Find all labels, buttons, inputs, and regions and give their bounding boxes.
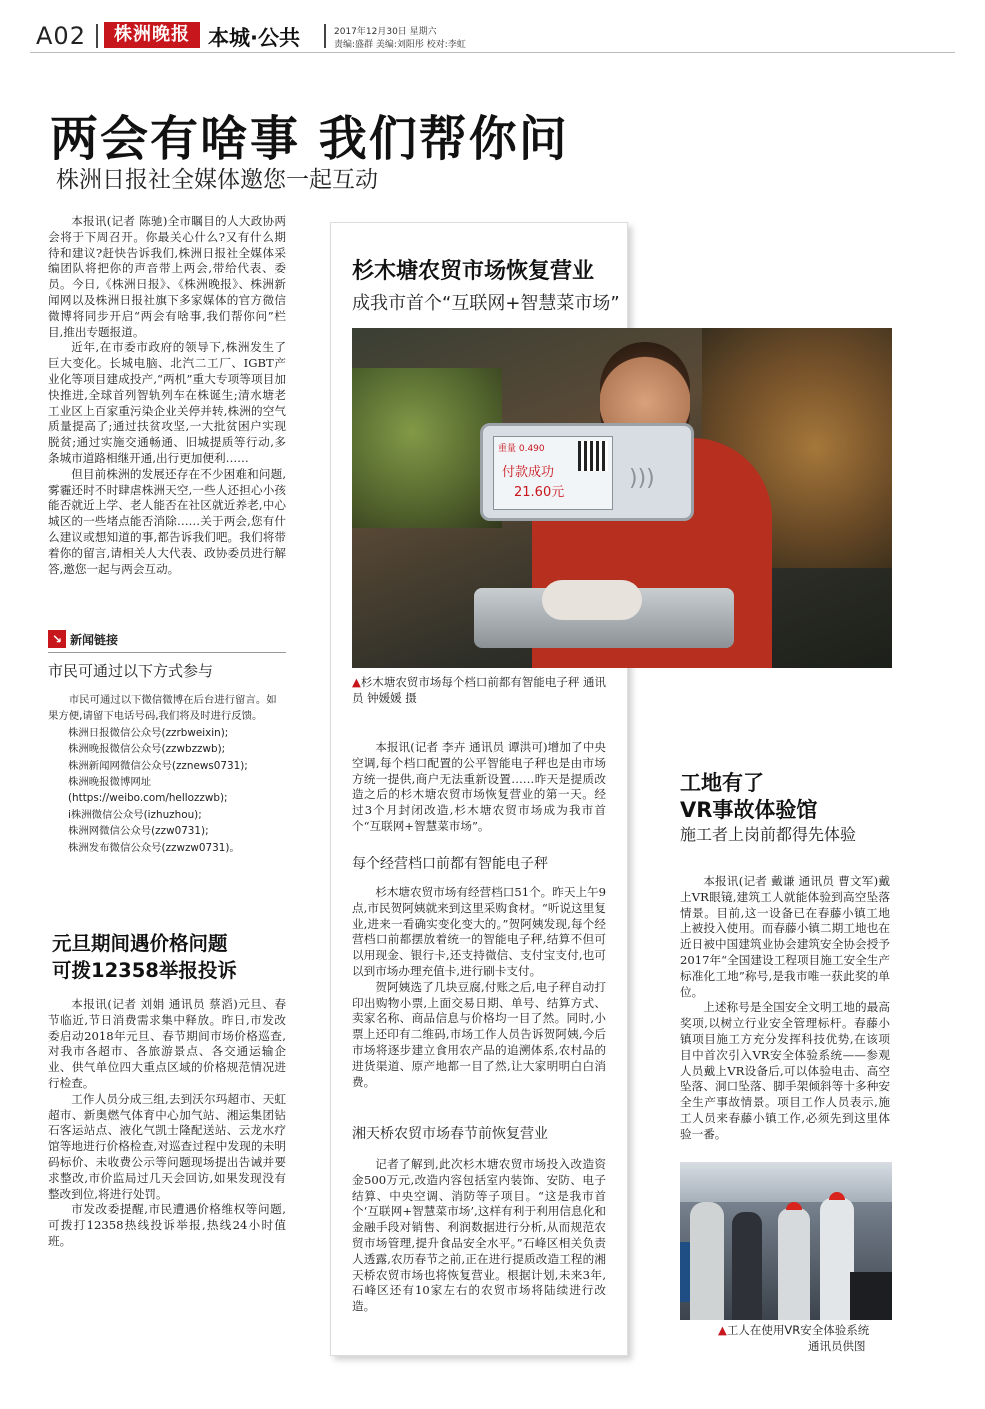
scale-screen [493,436,613,510]
worker-figure [778,1208,810,1320]
contact-item: i株洲微信公众号(izhuzhou); [68,808,202,821]
hard-hat-icon [786,1202,802,1210]
vr-headline-line1: 工地有了 [680,771,764,795]
market-story-headline: 杉木塘农贸市场恢复营业 [352,259,595,284]
market-photo-caption [352,674,612,706]
price-story-body [48,997,286,1250]
price-story-paragraph: 本报讯(记者 刘娟 通讯员 蔡滔)元旦、春节临近,节日消费需求集中释放。昨日,市发改委启动2018年元旦、春节期间市场价格巡查,对我市各超市、各旅游景点、各交通运输企业、供气单位四大重点区域的价格规范情况进行检查。 [48,997,286,1090]
scale-weight-readout: 重量 0.490 [498,444,545,454]
market-caption-text: 杉木塘农贸市场每个档口前都有智能电子秤 通讯员 钟媛媛 摄 [352,675,607,705]
qr-code-icon [578,441,608,471]
masthead-divider-2 [324,24,326,48]
smart-scale [480,423,694,521]
vr-story-headline [680,770,817,824]
intro-article [48,214,286,577]
worker-figure [820,1198,854,1320]
caption-triangle-icon: ▲ [352,675,361,689]
issue-date: 2017年12月30日 星期六 [334,27,437,37]
section-title: 本城·公共 [208,26,300,50]
caption-triangle-icon: ▲ [718,1323,727,1337]
news-link-body [48,692,286,856]
masthead-divider [96,24,98,48]
news-link-tag [48,630,118,648]
contact-item: 株洲晚报微博网址 [68,776,152,789]
market-paragraph: 贺阿姨选了几块豆腐,付账之后,电子秤自动打印出购物小票,上面交易日期、单号、结算方式、卖家名称、商品信息与价格均一目了然。同时,小票上还印有二维码,市场工作人员告诉贺阿姨,今后市场将逐步建立食用农产品的追溯体系,农村品的进货渠道、原产地都一目了然,让大家明明白白消费。 [352,979,606,1089]
masthead-rule [30,52,955,53]
market-lead-paragraph: 本报讯(记者 李卉 通讯员 谭洪可)增加了中央空调,每个档口配置的公平智能电子秤也是由市场方统一提供,商户无法重新设置……昨天是提质改造之后的杉木塘农贸市场恢复营业的第一天。经过3个月封闭改造,杉木塘农贸市场成为我市首个“互联网+智慧菜市场”。 [352,740,606,833]
vr-story-subheadline: 施工者上岗前都得先体验 [680,825,857,844]
news-link-label: 新闻链接 [70,632,119,647]
page-headline: 两会有啥事 我们帮你问 [50,111,569,167]
contact-item: 株洲日报微信公众号(zzrbweixin); [68,726,229,739]
fish-on-tray [542,580,642,620]
vr-photo-credit: 通讯员供图 [808,1339,866,1353]
contactless-icon: ))) [629,466,655,491]
equipment-box [850,1272,892,1320]
vr-paragraph: 本报讯(记者 戴谦 通讯员 曹文军)戴上VR眼镜,建筑工人就能体验到高空坠落情景。目前,这一设备已在春藤小镇工地上被投入使用。而春藤小镇二期工地也在近日被中国建筑业协会建筑安全协会授予2017年“全国建设工程项目施工安全生产标准化工地”称号,是我市唯一获此奖的单位。 [680,874,890,999]
price-story-paragraph: 工作人员分成三组,去到沃尔玛超市、天虹超市、新奥燃气体育中心加气站、湘运集团钻石客运站点、液化气凯士隆配送站、云龙水疗馆等地进行价格检查,对巡查过程中发现的未明码标价、未收费公示等问题现场提出告诫并要求整改,市价监局过几天会回访,如果发现没有整改到位,将进行处罚。 [48,1091,286,1201]
market-section-1 [352,885,606,1090]
price-story-headline-line2: 可拨12358举报投诉 [52,959,237,982]
scale-payment-amount: 21.60元 [514,485,565,500]
worker-figure [732,1212,762,1320]
scale-payment-status: 付款成功 [502,465,555,480]
newspaper-logo: 株洲晚报 [104,22,200,48]
page-subheadline: 株洲日报社全媒体邀您一起互动 [56,167,378,193]
market-subhead-2: 湘天桥农贸市场春节前恢复营业 [352,1126,548,1142]
intro-paragraph: 本报讯(记者 陈驰)全市瞩目的人大政协两会将于下周召开。你最关心什么?又有什么期待和建议?赶快告诉我们,株洲日报社全媒体采编团队将把你的声音带上两会,带给代表、委员。今日,《株洲日报》、《株洲晚报》、株洲新闻网以及株洲日报社旗下多家媒体的官方微信微博将同步开启“两会有啥事,我们帮你问”栏目,推出专题报道。 [48,214,286,339]
market-story-lead [352,740,606,835]
contact-item: 株洲网微信公众号(zzw0731); [68,825,209,838]
vr-paragraph: 上述称号是全国安全文明工地的最高奖项,以树立行业安全管理标杆。春藤小镇项目施工方充分发挥科技优势,在该项目中首次引入VR安全体验系统——参观人员戴上VR设备后,可以体验电击、高空坠落、洞口坠落、脚手架倾斜等十多种安全生产事故情景。项目工作人员表示,施工人员来春藤小镇工作,必须先到这里体验一番。 [680,1000,890,1141]
market-paragraph: 杉木塘农贸市场有经营档口51个。昨天上午9点,市民贺阿姨就来到这里采购食材。“听说这里复业,进来一看确实变化变大的。”贺阿姨发现,每个经营档口前都摆放着统一的智能电子秤,结算不但可以用现金、银行卡,还支持微信、支付宝支付,也可以到市场办理充值卡,进行刷卡支付。 [352,885,607,978]
worker-figure [690,1202,724,1320]
news-link-rule [48,652,286,653]
news-link-intro: 市民可通过以下微信微博在后台进行留言。如果方便,请留下电话号码,我们将及时进行反馈。 [48,694,277,723]
market-photo [352,328,892,668]
price-story-headline-line1: 元旦期间遇价格问题 [52,932,228,955]
news-link-title: 市民可通过以下方式参与 [48,662,214,680]
price-story-headline [52,930,237,984]
contact-item: (https://weibo.com/hellozzwb); [68,792,228,805]
market-paragraph: 记者了解到,此次杉木塘农贸市场投入改造资金500万元,改造内容包括室内装饰、安防、电子结算、中央空调、消防等子项目。“这是我市首个‘互联网+智慧菜市场’,这样有利于利用信息化和金融手段对销售、利润数据进行分析,从而规范农贸市场管理,提升食品安全水平。”石峰区相关负责人透露,农历春节之前,正在进行提质改造工程的湘天桥农贸市场也将恢复营业。根据计划,未来3年,石峰区还有10家左右的农贸市场将陆续进行改造。 [352,1157,606,1314]
vr-caption-text: 工人在使用VR安全体验系统 [726,1323,870,1337]
contact-item: 株洲晚报微信公众号(zzwbzzwb); [68,743,226,756]
contact-item: 株洲发布微信公众号(zzwzw0731)。 [68,841,240,854]
contact-item: 株洲新闻网微信公众号(zznews0731); [68,759,248,772]
intro-paragraph: 近年,在市委市政府的领导下,株洲发生了巨大变化。长城电脑、北汽二工厂、IGBT产业化等项目建成投产,“两机”重大专项等项目加快推进,全球首列智轨列车在株诞生;清水塘老工业区上百家重污染企业关停并转,株洲的空气质量提高了;通过扶贫攻坚,一大批贫困户实现脱贫;通过实施交通畅通、旧城提质等行动,多条城市道路相继开通,出行更加便利…… [48,340,286,465]
editor-credits: 责编:盛群 美编:刘阳彤 校对:李虹 [334,40,466,50]
market-subhead-1: 每个经营档口前都有智能电子秤 [352,856,548,872]
vr-headline-line2: VR事故体验馆 [680,798,818,822]
tent-roof [680,1162,892,1202]
price-story-paragraph: 市发改委提醒,市民遭遇价格维权等问题,可拨打12358热线投诉举报,热线24小时值班。 [48,1202,286,1248]
arrow-icon: ↘ [48,630,66,648]
vr-story-body [680,874,890,1143]
page-number: A02 [36,22,86,50]
vr-photo-caption [718,1322,898,1354]
intro-paragraph: 但目前株洲的发展还存在不少困难和问题,雾霾还时不时肆虐株洲天空,一些人还担心小孩能否就近上学、老人能否在社区就近养老,中心城区的一些堵点能否消除……关于两会,您有什么建议或想知道的事,都告诉我们吧。我们将带着你的留言,请相关人大代表、政协委员进行解答,邀您一起与两会互动。 [48,466,286,576]
vr-photo [680,1162,892,1320]
market-story-subheadline: 成我市首个“互联网+智慧菜市场” [352,293,620,314]
market-section-2 [352,1157,606,1315]
